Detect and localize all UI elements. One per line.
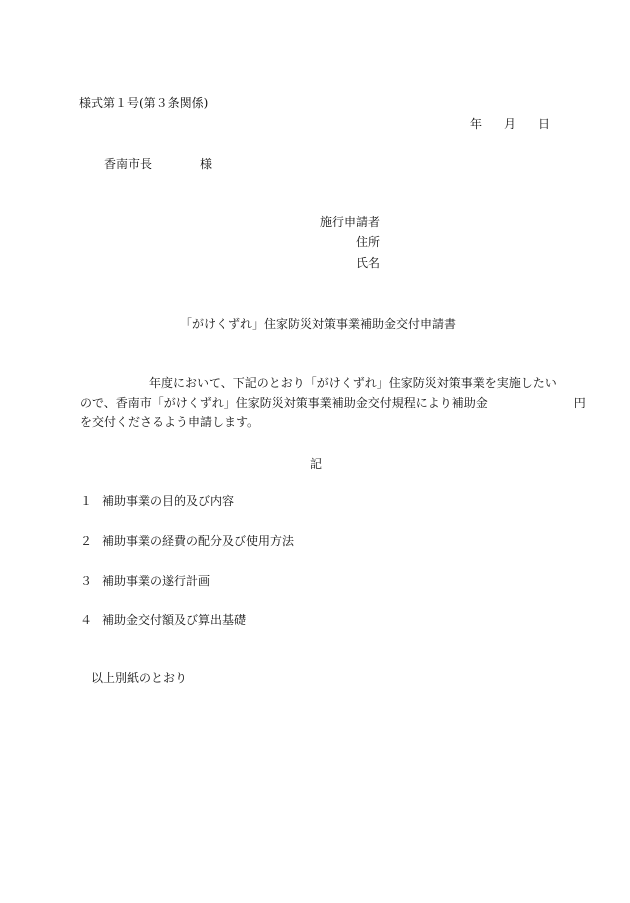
item-text: 補助事業の遂行計画 (102, 574, 211, 588)
item-text: 補助事業の目的及び内容 (102, 494, 235, 508)
item-number: ２ (80, 534, 93, 548)
date-year-label: 年 (470, 117, 483, 131)
applicant-name-label: 氏名 (356, 256, 381, 270)
form-number: 様式第１号(第３条関係) (79, 96, 209, 110)
body-line-1: 年度において、下記のとおり「がけくずれ」住家防災対策事業を実施したい (149, 376, 557, 390)
list-item (80, 575, 210, 587)
applicant-address-label: 住所 (356, 235, 381, 249)
amount-unit: 円 (573, 396, 586, 410)
document-title: 「がけくずれ」住家防災対策事業補助金交付申請書 (180, 317, 457, 331)
date-day-label: 日 (538, 117, 551, 131)
item-text: 補助金交付額及び算出基礎 (102, 613, 247, 627)
list-item (80, 535, 294, 547)
item-text: 補助事業の経費の配分及び使用方法 (102, 534, 295, 548)
addressee-honorific: 様 (200, 157, 213, 171)
ki-heading: 記 (310, 457, 323, 471)
list-item (80, 614, 246, 626)
addressee (104, 158, 212, 170)
date-month-label: 月 (504, 117, 517, 131)
date-line (470, 118, 550, 130)
item-number: １ (80, 494, 93, 508)
applicant-title: 施行申請者 (320, 215, 381, 229)
item-number: ４ (80, 613, 93, 627)
body-line-2 (80, 397, 586, 409)
item-number: ３ (80, 574, 93, 588)
addressee-name: 香南市長 (104, 157, 153, 171)
body-line-3: を交付くださるよう申請します。 (80, 415, 260, 429)
list-item (80, 495, 234, 507)
closing-note: 以上別紙のとおり (91, 671, 188, 685)
body-line-2-text: ので、香南市「がけくずれ」住家防災対策事業補助金交付規程により補助金 (80, 396, 488, 410)
